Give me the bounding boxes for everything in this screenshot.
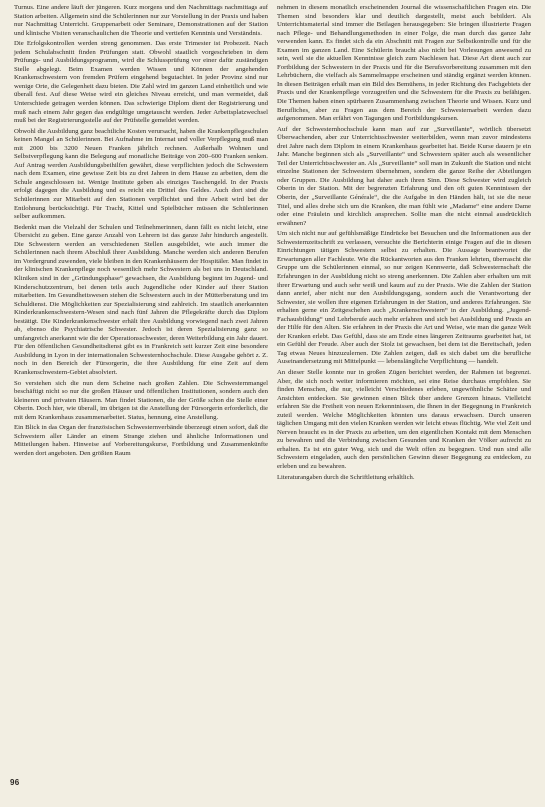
paragraph: Auf der Schwesternhochschule kann man auf zur „Surveillante“, wörtlich übersetzt Überwachenden, aber zur Unterrichtsschwester weiterbilden, wenn man zuvor mindestens drei Jahre nach dem Diplom in einem Krankenhaus gearbeitet hat. Beide Kurse dauern je ein Jahr. Manche beginnen sich als „Surveillante“ und Schwestern später auch als wesentlicher Teil der Unterrichtsschwester an. Als „Surveillante“ soll man in Zukunft die Station und nicht einzelne Stationen der Schwestern übernehmen, sondern die ganze Reihe der Abteilungen oder Gruppen. Die Ausbildung hat daher auch ihren Sinn. Diese Schwester wird zugleich Oberin in der Station. Mit der begrenzten Erfahrung und den oft guten Kenntnissen der Oberin, der „Surveillante Générale“, die die Aufgabe in den Händen hält, ist sie die neue Titel, und alles drehe sich um die Kranken, die man fühlt wie „Madame“ eine andere Dame oder eine Fräulein und kirchlich ansprechen. Sollte man die nicht einmal ausdrücklich erwähnen? [277, 125, 531, 227]
text-column-left [14, 4, 268, 807]
paragraph: nehmen in diesem monatlich erscheinenden Journal die wissenschaftlichen Fragen ein. Die Themen sind besonders klar und deutlich dargestellt, meist auch bebildert. Als Unterrichtsmaterial sind immer die Beilagen herausgegeben: Sie bringen illustrierte Fragen nach Pflege- und Behandlungsmethoden in einer Folge, die man durch das ganze Jahr verwenden kann. Es findet sich da ein Abschnitt mit Fragen zur Selbstkontrolle und für die Examen im ganzen Land. Eine Schülerin braucht also nicht bei Vorlesungen anwesend zu sein, weil sie die aktuellen Kenntnisse gleich zum Nachlesen hat. Diese Art dient auch zur Fortbildung der Schwestern in der Praxis und für die Berufsvorbereitung zusammen mit den Lehrbüchern, die vielfach als Sammelmappe erscheinen und ständig ergänzt werden können. In diesen Beiträgen erhält man ein Bild des Bemühens, in jeder Richtung des Fachgebiets der Praxis und der Krankenpflege vorzugreifen und die Schwestern für die Praxis zu befähigen. Die Themen haben einen spürbaren Zusammenhang zwischen Theorie und Wissen. Kurz und Berufliches, aber zu Fragen aus dem Bereich der Schwesternarbeit werden dazu aufgenommen. Man erfährt von Tagungen und Fortbildungskursen. [277, 4, 531, 123]
text-column-right [277, 4, 531, 807]
paragraph: Ein Blick in das Organ der französischen Schwesternverbände überzeugt einen sofort, daß die Schwestern aller Länder an einem Strange ziehen und ähnliche Informationen und Mitteilungen haben. Hinweise auf Vorbereitungskurse, Fortbildung und Zusammenkünfte werden dort angeboten. Den größten Raum [14, 424, 268, 457]
paragraph: Obwohl die Ausbildung ganz beachtliche Kosten verursacht, haben die Krankenpflegeschulen keinen Mangel an Schülerinnen. Bei Aufnahme im Internat und voller Verpflegung muß man mit 2000 bis 3200 Neuen Franken jährlich rechnen. Außerhalb Wohnen und Selbstverpflegung kann die Belegung auf monatliche Beiträge von 200–600 Franken senken. Auf Antrag werden Ausbildungsbeihilfen gewährt, diese verpflichten jedoch die Schwestern nach dem Examen, eine gewisse Zeit bis zu drei Jahren in dem Hause zu arbeiten, dem die Schule angeschlossen ist. Wenige Institute geben als einziges Taschengeld. In der Praxis erfolgt dagegen die Ausbildung und es reicht ein Drittel des Geldes. Auch dort sind die Schülerinnen zur Mitarbeit auf den Stationen verpflichtet und ihre Arbeit wird bei der Entlohnung berücksichtigt. Für Tracht, Kittel und Spielbücher müssen die Schülerinnen selber aufkommen. [14, 127, 268, 221]
footnote: Literaturangaben durch die Schriftleitung erhältlich. [277, 473, 415, 481]
page-number: 96 [10, 778, 20, 787]
paragraph: So verstehen sich die nun dem Scheine nach großen Zahlen. Die Schwesternmangel beschäftigt nicht so nur die großen Häuser und öffentlichen Institutionen, sondern auch den kleineren und privaten Häusern. Man findet Stationen, die der Größe schon die Stelle einer Oberin. Doch hier, wie überall, im übrigen ist die Anstellung der Fürsorgerin erforderlich, die mit dem Krankenhaus zusammenarbeitet. Status, hennung, eine Anstellung. [14, 379, 268, 421]
paragraph: Turnus. Eine andere läuft der jüngeren. Kurz morgens und den Nachmittags nachmittags auf Station arbeiten. Allgemein sind die Schülerinnen nur zur Vorstellung in der Praxis und haben nur Nachmittag Unterricht. Gruppenarbeit oder Seminare, Demonstrationen auf der Station und klinische Visiten veranschaulichen die Theorie und vertiefen Kenntnis und Verständnis. [14, 4, 268, 37]
paragraph: Um sich nicht nur auf gefühlsmäßige Eindrücke bei Besuchen und die Informationen aus der Schwesternzeitschrift zu verlassen, versuchte die Berichterin einige Fragen auf die in diesen Einrichtungen tätigen Schwestern selbst zu erhalten. Die Aussage beantwortet die Erwartungen aller Fachleute. Wie die Rückantworten aus den Franken lehrten, überrascht die Gruppe um die Schülerinnen einmal, so nur zeigen Kennwerte, daß Schwesternschaft die Erfahrungen in der Ausbildung nicht so streng anerkennen. Die Zahlen aber erhalten um mit ihrer Erwartung und auch sehr weiß und kaum auf zu der Praxis. Wie die Zahlen der Station dann anrief, aber nicht nur den Ausbildungsgang, sondern auch die Verantwortung der Schwester, sie wollen ihre eigenen Erfahrungen in der Station, und anderes Erfahrungen. Sie erhalten gerne ein Zeitgeschehen auch „Krankenschwestern“ in der Ausbildung. „Jugend-Fachausbildung“ und Lehrberufe auch mehr erfahren und sich bei Ausbildung und Praxis an der Hilfe für den Alten. Sie erfahren in der Praxis die Art und Weise, wie man die ganze Welt der Kranken erlebt. Das Gefühl, dass sie am Ende eines längeren Zeitraums gearbeitet hat, ist ein Gefühl der Freude. Aber auch der Stolz ist gewachsen, bei dem ist die Bereitschaft, jeden Tag etwas Neues hinzuzulernen. Die Zahlen zeigen, daß es sich dabei um die berufliche Auseinandersetzung mit Mittelpunkt — lebenslängliche Verpflichtung — handelt. [277, 230, 531, 366]
paragraph: An dieser Stelle konnte nur in großen Zügen berichtet werden, der Rahmen ist begrenzt. Aber, die sich noch weiter informieren möchten, sei eine Reise durchaus empfohlen. Sie finden Menschen, die nur, vielleicht Verschiedenes erleben, ungewöhnliche Schätze und Ansichten entdecken. Sie gewinnen einen Blick über andere Grenzen hinaus. Vielleicht erfahren Sie die Freiheit von neuen Erkenntnissen, die Ihnen in der Begegnung in Frankreich zuteil werden. Welche Möglichkeiten könnten uns daraus erwachsen. Durch unseren täglichen Umgang mit den vielen Kranken werden wir leicht etwas flüchtig. Wie viel Zeit und Nerven braucht es in der Praxis zu arbeiten, um den eigentlichen Kontakt mit dem Menschen zu bewahren und die Verbindung zwischen Gesunden und Kranken der Völker aufrecht zu erhalten. Es ist ein guter Weg, sich und die Welt offen zu begegnen. Und nun sind alle Schwestern eingeladen, auch den persönlichen Gewinn dieser Begegnung zu entdecken, zu erleben und zu bewahren. [277, 368, 531, 470]
paragraph: Bedenkt man die Vielzahl der Schulen und Teilnehmerinnen, dann fällt es nicht leicht, eine Übersicht zu geben. Eine ganze Anzahl von Lehrern ist das ganze Jahr hindurch angestellt. Die Schwestern werden an verschiedenen Stellen ausgebildet, wie auch immer die Schülerinnen nach ihrem Abschluß ihrer Ausbildung. Manche werden sich anderen Berufen im Vordergrund zuwenden, viele bleiben in den Krankenhäusern der Hospitäler. Man findet in der klinischen Krankenpflege noch wesentlich mehr Schwestern als bei uns in Deutschland. Kliniken sind in der „Gründungsphase“ gewachsen, die Ausbildung beginnt im Jugend- und Kinderschutzzentrum, bei denen teils auch Jugendliche oder Kinder auf ihrer Station mitarbeiten. Im Gesundheitswesen stehen die Schwestern auch in der Mütterberatung und im Schuldienst. Die Möglichkeiten zur Spezialisierung sind zahlreich. Im staatlich anerkannten Kinderkrankenschwestern-Wesen sind nach fünf Jahren die Pflegekräfte durch das Diplom bestätigt. Die Kinderkrankenschwester erhält ihre Ausbildung vorwiegend nach zwei Jahren ab, ebenso die Psychiatrische Schwester. Jedoch ist deren Spezialisierung ganz so umfangreich anerkannt wie die der Operationsschwester, deren Weiterbildung ein Jahr dauert. Für den öffentlichen Gesundheitsdienst gibt es in Frankreich seit kurzer Zeit eine besondere Ausbildung in Lyon in der internationalen Schwesternhochschule. Diese Ausgabe gehört z. Z. noch in den Bereich der Fürsorgerin, die ihre Ausbildung für eine Zeit auf dem Krankenschwestern-Gebiet absolviert. [14, 223, 268, 376]
paragraph: Die Erfolgskontrollen werden streng genommen. Das erste Trimester ist Probezeit. Nach jedem Schulabschnitt finden Prüfungen statt. Obwohl staatlich vorgeschrieben in dem Prüfungs- und Ausbildungsprogramm, wird die Schlussprüfung vor einer dafür zuständigen Stelle abgelegt. Beim Examen werden Wissen und Können der angehenden Krankenschwestern von fremden Prüfern eingehend begutachtet. In jeder Provinz sind nur wenige Orte, die Gelegenheit dazu bieten. Die Zahl wird im ganzen Land einheitlich und wie überall fest. Auf diese Weise wird ein gleiches Niveau erreicht, und man vermeidet, daß Unterschiede getragen werden können. Das schwierige Diplom dient der Registrierung und muß nach einem Jahr gegen das endgültige umgetauscht werden. Jeder Arbeitsplatzwechsel muß bei der Registrierungsstelle auf der Prüfstelle gemeldet werden. [14, 40, 268, 125]
